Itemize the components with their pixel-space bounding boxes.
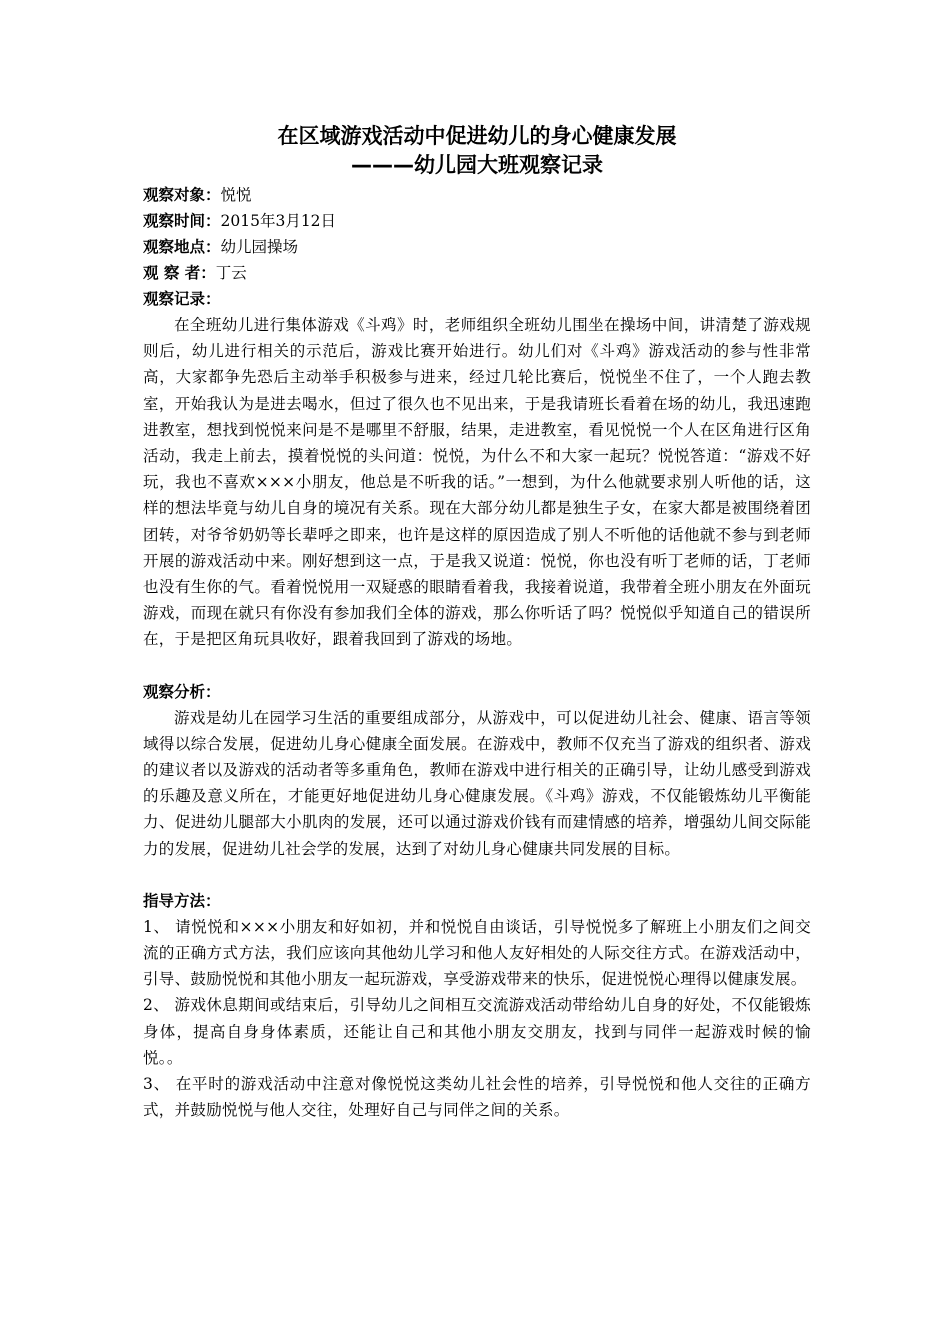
analysis-heading: 观察分析： bbox=[143, 682, 221, 701]
record-paragraph: 在全班幼儿进行集体游戏《斗鸡》时，老师组织全班幼儿围坐在操场中间，讲清楚了游戏规则后，幼儿进行相关的示范后，游戏比赛开始进行。幼儿们对《斗鸡》游戏活动的参与性非常高，大家都争先恐后主动举手积极参与进来，经过几轮比赛后，悦悦坐不住了，一个人跑去教室，开始我认为是进去喝水，但过了很久也不见出来，于是我请班长看着在场的幼儿，我迅速跑进教室，想找到悦悦来问是不是哪里不舒服，结果，走进教室，看见悦悦一个人在区角进行区角活动，我走上前去，摸着悦悦的头问道：悦悦，为什么不和大家一起玩？悦悦答道：“游戏不好玩，我也不喜欢×××小朋友，他总是不听我的话。”一想到，为什么他就要求别人听他的话，这样的想法毕竟与幼儿自身的境况有关系。现在大部分幼儿都是独生子女，在家大都是被围绕着团团转，对爷爷奶奶等长辈呼之即来，也许是这样的原因造成了别人不听他的话他就不参与到老师开展的游戏活动中来。刚好想到这一点，于是我又说道：悦悦，你也没有听丁老师的话，丁老师也没有生你的气。看着悦悦用一双疑惑的眼睛看着我，我接着说道，我带着全班小朋友在外面玩游戏，而现在就只有你没有参加我们全体的游戏，那么你听话了吗？悦悦似乎知道自己的错误所在，于是把区角玩具收好，跟着我回到了游戏的场地。 bbox=[143, 316, 811, 649]
section-gap bbox=[143, 862, 811, 888]
meta-time-label: 观察时间： bbox=[143, 212, 221, 230]
document-subtitle: ———幼儿园大班观察记录 bbox=[351, 153, 603, 177]
meta-place-label: 观察地点： bbox=[143, 238, 221, 256]
meta-time bbox=[143, 208, 811, 234]
guidance-item-1: 1、 请悦悦和×××小朋友和好如初，并和悦悦自由谈话，引导悦悦多了解班上小朋友们之间交流的正确方式方法，我们应该向其他幼儿学习和他人友好相处的人际交往方式。在游戏活动中，引导、鼓励悦悦和其他小朋友一起玩游戏，享受游戏带来的快乐，促进悦悦心理得以健康发展。 bbox=[143, 917, 811, 989]
meta-observer-value: 丁云 bbox=[215, 264, 247, 282]
meta-time-value: 2015年3月12日 bbox=[220, 212, 337, 230]
meta-observer bbox=[143, 260, 811, 286]
record-heading: 观察记录： bbox=[143, 290, 221, 308]
meta-place bbox=[143, 234, 811, 260]
guidance-item-2: 2、 游戏休息期间或结束后，引导幼儿之间相互交流游戏活动带给幼儿自身的好处，不仅能锻炼身体，提高自身身体素质，还能让自己和其他小朋友交朋友，找到与同伴一起游戏时候的愉悦。。 bbox=[143, 996, 811, 1067]
meta-subject-label: 观察对象： bbox=[143, 186, 221, 204]
document-title: 在区域游戏活动中促进幼儿的身心健康发展 bbox=[277, 124, 677, 148]
meta-place-value: 幼儿园操场 bbox=[220, 238, 299, 256]
guidance-heading: 指导方法： bbox=[143, 891, 221, 910]
meta-subject bbox=[143, 182, 811, 208]
meta-subject-value: 悦悦 bbox=[220, 186, 252, 204]
analysis-paragraph: 游戏是幼儿在园学习生活的重要组成部分，从游戏中，可以促进幼儿社会、健康、语言等领域得以综合发展，促进幼儿身心健康全面发展。在游戏中，教师不仅充当了游戏的组织者、游戏的建议者以及游戏的活动者等多重角色，教师在游戏中进行相关的正确引导，让幼儿感受到游戏的乐趣及意义所在，才能更好地促进幼儿身心健康发展。《斗鸡》游戏，不仅能锻炼幼儿平衡能力、促进幼儿腿部大小肌肉的发展，还可以通过游戏价钱有而建情感的培养，增强幼儿间交际能力的发展，促进幼儿社会学的发展，达到了对幼儿身心健康共同发展的目标。 bbox=[143, 708, 811, 858]
document-page bbox=[143, 122, 811, 1123]
meta-observer-label: 观 察 者： bbox=[143, 264, 216, 282]
guidance-item-3: 3、 在平时的游戏活动中注意对像悦悦这类幼儿社会性的培养，引导悦悦和他人交往的正确方式，并鼓励悦悦与他人交往，处理好自己与同伴之间的关系。 bbox=[143, 1075, 811, 1120]
section-gap bbox=[143, 653, 811, 679]
